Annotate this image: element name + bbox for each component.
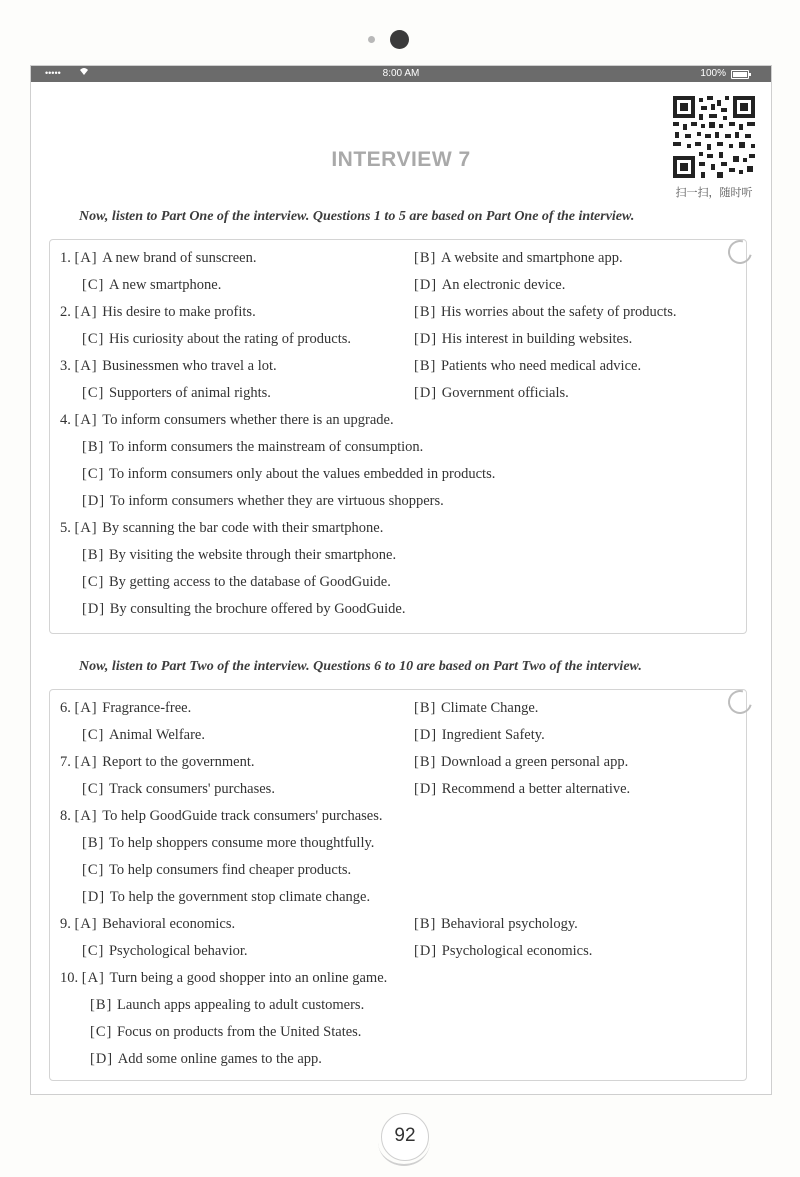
option-label: [B] bbox=[414, 916, 441, 932]
option-label: [B] bbox=[82, 439, 109, 455]
option-text: By getting access to the database of GoodGuide. bbox=[108, 574, 391, 590]
option-line[interactable] bbox=[82, 727, 205, 744]
option-line[interactable] bbox=[414, 358, 641, 375]
option-label: [A] bbox=[74, 358, 103, 374]
battery-percent: 100% bbox=[700, 68, 726, 79]
option-label: [D] bbox=[82, 601, 110, 617]
option-label: [B] bbox=[414, 700, 441, 716]
page-dot-inactive bbox=[368, 36, 375, 43]
option-line[interactable] bbox=[82, 493, 444, 510]
option-label: [A] bbox=[74, 700, 103, 716]
option-line[interactable] bbox=[414, 727, 545, 744]
page-dot-active bbox=[390, 30, 409, 49]
option-line[interactable] bbox=[414, 700, 538, 717]
option-line[interactable] bbox=[414, 754, 628, 771]
device-screen bbox=[30, 65, 772, 1095]
option-text: His curiosity about the rating of products. bbox=[108, 331, 351, 347]
option-text: Patients who need medical advice. bbox=[440, 358, 642, 374]
option-line[interactable] bbox=[82, 781, 275, 798]
option-label: [C] bbox=[82, 574, 109, 590]
option-text: Climate Change. bbox=[440, 700, 539, 716]
option-line[interactable] bbox=[414, 277, 565, 294]
option-text: Government officials. bbox=[441, 385, 569, 401]
option-label: [D] bbox=[82, 493, 110, 509]
question-number: 9. bbox=[60, 916, 75, 932]
page-indicator bbox=[0, 30, 800, 50]
question-number: 3. bbox=[60, 358, 75, 374]
option-text: To inform consumers only about the values embedded in products. bbox=[108, 466, 496, 482]
option-line[interactable] bbox=[82, 331, 351, 348]
option-text: By consulting the brochure offered by GoodGuide. bbox=[109, 601, 406, 617]
option-line[interactable] bbox=[82, 574, 391, 591]
option-label: [D] bbox=[414, 385, 442, 401]
option-line[interactable] bbox=[60, 304, 256, 321]
option-label: [C] bbox=[82, 385, 109, 401]
option-line[interactable] bbox=[414, 331, 632, 348]
option-text: A website and smartphone app. bbox=[440, 250, 623, 266]
option-line[interactable] bbox=[82, 466, 495, 483]
part-two-question-box bbox=[49, 689, 747, 1081]
question-number: 2. bbox=[60, 304, 75, 320]
option-text: To help GoodGuide track consumers' purchases. bbox=[102, 808, 383, 824]
option-label: [B] bbox=[82, 835, 109, 851]
option-text: Ingredient Safety. bbox=[441, 727, 545, 743]
option-label: [C] bbox=[82, 781, 109, 797]
option-text: To help shoppers consume more thoughtfully. bbox=[108, 835, 375, 851]
battery-icon bbox=[731, 70, 749, 79]
option-label: [D] bbox=[82, 889, 110, 905]
option-text: To help consumers find cheaper products. bbox=[108, 862, 352, 878]
option-label: [C] bbox=[82, 727, 109, 743]
option-text: To inform consumers whether they are virtuous shoppers. bbox=[109, 493, 444, 509]
question-number: 5. bbox=[60, 520, 75, 536]
part-two-instruction: Now, listen to Part Two of the interview. Questions 6 to 10 are based on Part Two of the interview. bbox=[79, 659, 642, 674]
option-label: [A] bbox=[74, 412, 103, 428]
option-text: A new brand of sunscreen. bbox=[102, 250, 257, 266]
option-line[interactable] bbox=[82, 601, 405, 618]
option-label: [D] bbox=[414, 727, 442, 743]
option-text: Turn being a good shopper into an online game. bbox=[109, 970, 388, 986]
option-text: His interest in building websites. bbox=[441, 331, 633, 347]
page-number: 92 bbox=[381, 1113, 429, 1161]
option-label: [B] bbox=[414, 754, 441, 770]
question-number: 10. bbox=[60, 970, 82, 986]
option-line[interactable] bbox=[82, 439, 423, 456]
qr-caption: 扫一扫，随时听 bbox=[675, 186, 753, 199]
option-text: Businessmen who travel a lot. bbox=[102, 358, 277, 374]
option-label: [B] bbox=[414, 304, 441, 320]
option-line[interactable] bbox=[414, 943, 592, 960]
option-text: Launch apps appealing to adult customers. bbox=[116, 997, 365, 1013]
option-line[interactable] bbox=[414, 250, 623, 267]
option-label: [D] bbox=[414, 277, 442, 293]
option-label: [C] bbox=[82, 862, 109, 878]
question-number: 7. bbox=[60, 754, 75, 770]
option-text: Supporters of animal rights. bbox=[108, 385, 271, 401]
option-line[interactable] bbox=[60, 754, 254, 771]
question-number: 1. bbox=[60, 250, 75, 266]
question-number: 4. bbox=[60, 412, 75, 428]
option-line[interactable] bbox=[414, 781, 630, 798]
option-label: [B] bbox=[414, 250, 441, 266]
option-text: Behavioral economics. bbox=[102, 916, 236, 932]
option-line[interactable] bbox=[60, 700, 191, 717]
option-line[interactable] bbox=[60, 250, 256, 267]
option-label: [D] bbox=[414, 943, 442, 959]
option-text: To inform consumers the mainstream of consumption. bbox=[108, 439, 424, 455]
option-line[interactable] bbox=[60, 916, 235, 933]
option-line[interactable] bbox=[60, 358, 277, 375]
option-text: To help the government stop climate change. bbox=[109, 889, 371, 905]
option-text: Psychological economics. bbox=[441, 943, 593, 959]
option-text: Animal Welfare. bbox=[108, 727, 205, 743]
option-text: To inform consumers whether there is an upgrade. bbox=[102, 412, 394, 428]
option-text: By visiting the website through their smartphone. bbox=[108, 547, 397, 563]
part-one-question-box bbox=[49, 239, 747, 634]
option-text: Recommend a better alternative. bbox=[441, 781, 631, 797]
option-label: [A] bbox=[74, 916, 103, 932]
status-time: 8:00 AM bbox=[382, 68, 420, 79]
option-line[interactable] bbox=[82, 835, 374, 852]
option-text: His desire to make profits. bbox=[102, 304, 256, 320]
option-line[interactable] bbox=[82, 277, 221, 294]
option-label: [A] bbox=[74, 520, 103, 536]
option-text: Behavioral psychology. bbox=[440, 916, 578, 932]
option-text: Fragrance-free. bbox=[102, 700, 192, 716]
option-label: [D] bbox=[90, 1051, 118, 1067]
option-label: [B] bbox=[90, 997, 117, 1013]
option-label: [A] bbox=[81, 970, 110, 986]
option-label: [B] bbox=[82, 547, 109, 563]
option-line[interactable] bbox=[82, 943, 248, 960]
option-line[interactable] bbox=[414, 304, 677, 321]
option-line[interactable] bbox=[90, 997, 364, 1014]
option-label: [C] bbox=[82, 331, 109, 347]
option-text: An electronic device. bbox=[441, 277, 566, 293]
qr-code-icon[interactable] bbox=[673, 96, 755, 178]
option-line[interactable] bbox=[60, 970, 387, 987]
option-line[interactable] bbox=[60, 808, 383, 825]
option-line[interactable] bbox=[90, 1051, 322, 1068]
signal-icon: ••••• bbox=[45, 68, 61, 78]
question-number: 8. bbox=[60, 808, 75, 824]
option-line[interactable] bbox=[414, 916, 578, 933]
option-text: Report to the government. bbox=[102, 754, 255, 770]
option-label: [D] bbox=[414, 331, 442, 347]
option-line[interactable] bbox=[60, 520, 383, 537]
status-bar bbox=[31, 66, 771, 82]
page-title: INTERVIEW 7 bbox=[331, 148, 471, 171]
question-number: 6. bbox=[60, 700, 75, 716]
option-line[interactable] bbox=[60, 412, 394, 429]
option-line[interactable] bbox=[82, 862, 351, 879]
option-text: Psychological behavior. bbox=[108, 943, 248, 959]
option-label: [A] bbox=[74, 754, 103, 770]
option-line[interactable] bbox=[82, 547, 396, 564]
option-label: [D] bbox=[414, 781, 442, 797]
option-text: A new smartphone. bbox=[108, 277, 222, 293]
option-label: [A] bbox=[74, 808, 103, 824]
option-label: [C] bbox=[82, 466, 109, 482]
option-label: [C] bbox=[90, 1024, 117, 1040]
option-label: [C] bbox=[82, 277, 109, 293]
option-text: Focus on products from the United States. bbox=[116, 1024, 362, 1040]
option-text: Download a green personal app. bbox=[440, 754, 629, 770]
option-text: Track consumers' purchases. bbox=[108, 781, 275, 797]
option-text: By scanning the bar code with their smartphone. bbox=[102, 520, 384, 536]
option-label: [B] bbox=[414, 358, 441, 374]
part-one-instruction: Now, listen to Part One of the interview. Questions 1 to 5 are based on Part One of the interview. bbox=[79, 209, 635, 224]
option-text: Add some online games to the app. bbox=[117, 1051, 322, 1067]
option-label: [A] bbox=[74, 304, 103, 320]
option-line[interactable] bbox=[90, 1024, 361, 1041]
option-text: His worries about the safety of products. bbox=[440, 304, 677, 320]
option-line[interactable] bbox=[414, 385, 569, 402]
option-label: [A] bbox=[74, 250, 103, 266]
option-label: [C] bbox=[82, 943, 109, 959]
option-line[interactable] bbox=[82, 889, 370, 906]
option-line[interactable] bbox=[82, 385, 271, 402]
